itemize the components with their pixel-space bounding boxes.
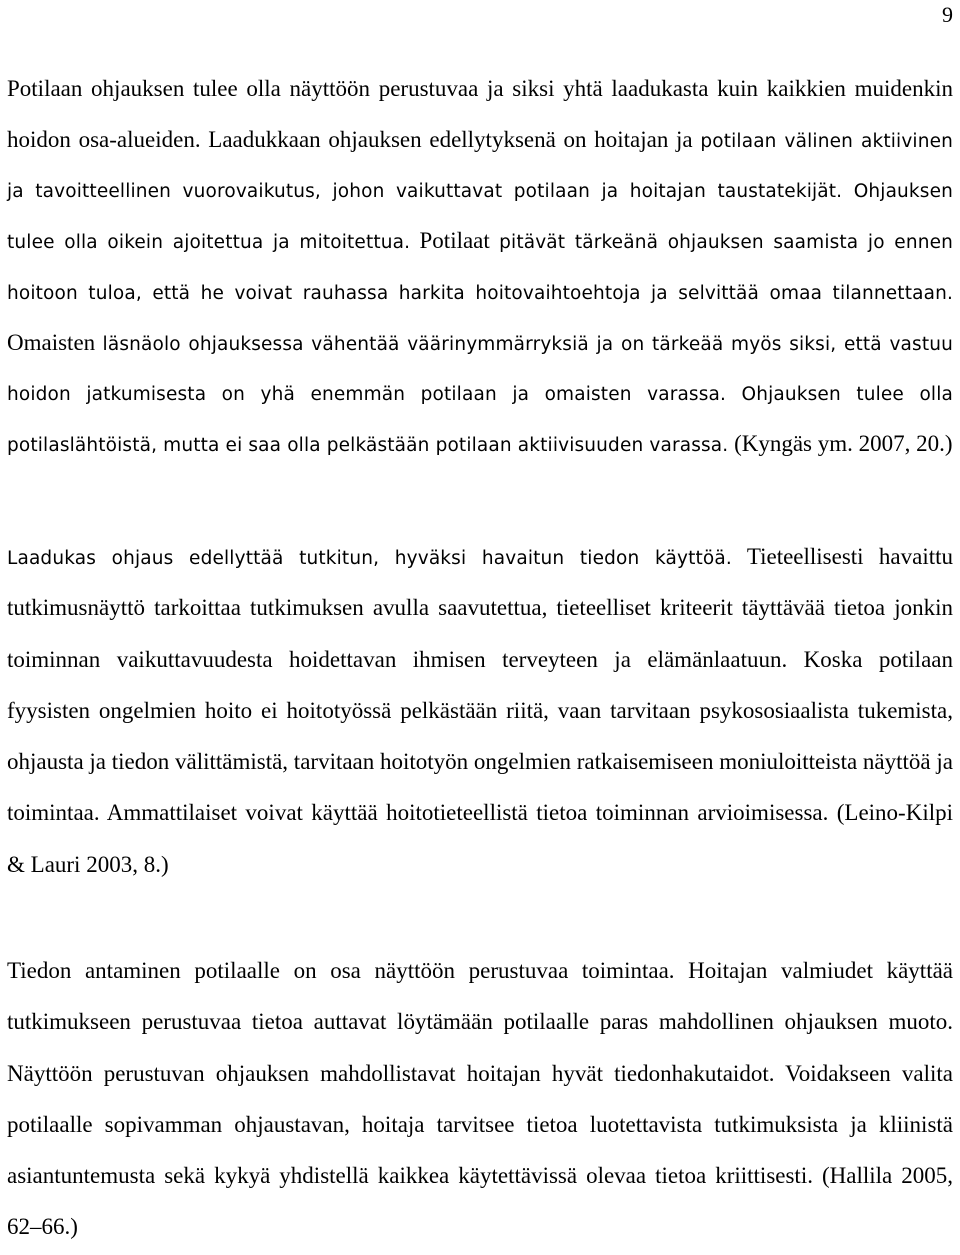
text-run: läsnäolo ohjauksessa vähentää väärinymmärryksiä ja on tärkeää myös siksi, että vastuu hoidon jatkumisesta on yhä enemmän potilaan ja omaisten varassa. Ohjauksen tulee olla potilaslähtöistä, mutta ei saa olla pelkästään potilaan aktiivisuuden varassa. bbox=[7, 334, 953, 457]
paragraph-tiedon-antaminen bbox=[7, 947, 953, 1255]
text-run: Potilaan ohjauksen tulee olla näyttöön perustuvaa ja siksi yhtä laadukasta kuin kaikkien muidenkin hoidon osa-alueiden. Laadukkaan ohjauksen edellytyksenä on hoitajan ja bbox=[7, 76, 953, 153]
paragraph-ohjaus-laatu bbox=[7, 65, 953, 471]
text-run: pitävät tärkeänä ohjauksen saamista jo ennen hoitoon tuloa, että he voivat rauhassa harkita hoitovaihtoehtoja ja selvittää omaa tilannettaan. bbox=[7, 231, 953, 305]
citation: (Kyngäs ym. 2007, 20.) bbox=[728, 431, 953, 457]
text-run: potilaan välinen aktiivinen ja tavoitteellinen vuorovaikutus, johon vaikuttavat potilaan ja hoitajan taustatekijät. Ohjauksen tulee olla oikein ajoitettua ja mitoitettua. bbox=[7, 131, 953, 253]
page-number: 9 bbox=[942, 2, 953, 27]
text-run: Potilaat bbox=[410, 227, 500, 253]
text-run: Omaisten bbox=[7, 330, 103, 356]
text-run: Laadukas ohjaus edellyttää tutkitun, hyväksi havaitun tiedon käyttöä. bbox=[7, 548, 732, 569]
paragraph-tutkimusnaytto bbox=[7, 533, 953, 892]
text-run: Tiedon antaminen potilaalle on osa näyttöön perustuvaa toimintaa. Hoitajan valmiudet käyttää tutkimukseen perustuvaa tietoa auttavat löytämään potilaalle paras mahdollinen ohjauksen muoto. Näyttöön perustuvan ohjauksen mahdollistavat hoitajan hyvät tiedonhakutaidot. Voidakseen valita potilaalle sopivamman ohjaustavan, hoitaja tarvitsee tietoa luotettavista tutkimuksista ja kliinistä asiantuntemusta sekä kykyä yhdistellä kaikkea käytettävissä olevaa tietoa kriittisesti. (Hallila 2005, 62–66.) bbox=[7, 958, 953, 1240]
text-run: Tieteellisesti havaittu tutkimusnäyttö tarkoittaa tutkimuksen avulla saavutettua, tieteelliset kriteerit täyttävää tietoa jonkin toiminnan vaikuttavuudesta hoidettavan ihmisen terveyteen ja elämänlaatuun. Koska potilaan fyysisten ongelmien hoito ei hoitotyössä pelkästään riitä, vaan tarvitaan psykososiaalista tukemista, ohjausta ja tiedon välittämistä, tarvitaan hoitotyön ongelmien ratkaisemiseen moniuloitteista näyttöä ja toimintaa. Ammattilaiset voivat käyttää hoitotieteellistä tietoa toiminnan arvioimisessa. (Leino-Kilpi & Lauri 2003, 8.) bbox=[7, 544, 953, 877]
